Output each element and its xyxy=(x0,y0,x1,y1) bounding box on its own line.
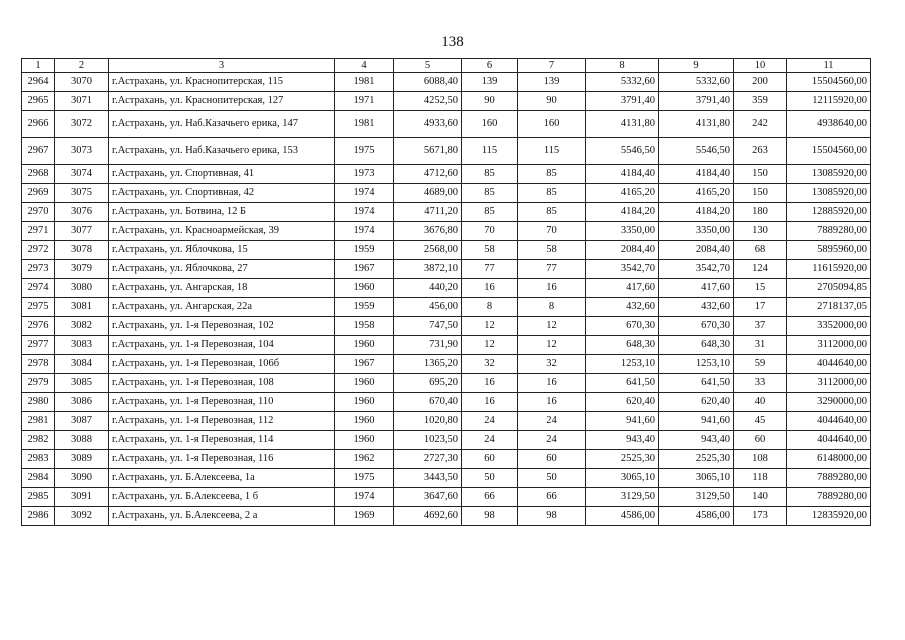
table-cell: 3350,00 xyxy=(659,222,734,241)
table-cell: 4044640,00 xyxy=(787,355,871,374)
table-cell: 2084,40 xyxy=(586,241,659,260)
table-cell: г.Астрахань, ул. 1-я Перевозная, 104 xyxy=(109,336,335,355)
table-row xyxy=(22,317,871,336)
table-cell: 3083 xyxy=(55,336,109,355)
table-cell: 263 xyxy=(734,138,787,165)
table-cell: 2979 xyxy=(22,374,55,393)
table-cell: 670,30 xyxy=(659,317,734,336)
table-cell: 5546,50 xyxy=(659,138,734,165)
table-cell: г.Астрахань, ул. Краснопитерская, 115 xyxy=(109,73,335,92)
table-cell: 1253,10 xyxy=(659,355,734,374)
table-cell: 3352000,00 xyxy=(787,317,871,336)
table-cell: 731,90 xyxy=(394,336,462,355)
table-cell: 3089 xyxy=(55,450,109,469)
table-cell: 4184,40 xyxy=(586,165,659,184)
table-cell: 2971 xyxy=(22,222,55,241)
table-row xyxy=(22,393,871,412)
table-cell: 1973 xyxy=(335,165,394,184)
table-row xyxy=(22,374,871,393)
register-table xyxy=(21,58,871,526)
table-cell: 2968 xyxy=(22,165,55,184)
table-cell: 3073 xyxy=(55,138,109,165)
table-cell: 3872,10 xyxy=(394,260,462,279)
table-cell: 85 xyxy=(462,165,518,184)
table-cell: 85 xyxy=(462,203,518,222)
table-cell: 15504560,00 xyxy=(787,73,871,92)
table-cell: 16 xyxy=(462,279,518,298)
table-cell: г.Астрахань, ул. 1-я Перевозная, 112 xyxy=(109,412,335,431)
table-cell: 24 xyxy=(462,412,518,431)
table-cell: 2718137,05 xyxy=(787,298,871,317)
table-cell: г.Астрахань, ул. 1-я Перевозная, 106б xyxy=(109,355,335,374)
table-cell: 943,40 xyxy=(586,431,659,450)
table-cell: 1365,20 xyxy=(394,355,462,374)
table-cell: 3112000,00 xyxy=(787,336,871,355)
table-row xyxy=(22,450,871,469)
table-cell: 1959 xyxy=(335,298,394,317)
table-cell: 4044640,00 xyxy=(787,412,871,431)
table-cell: 4131,80 xyxy=(586,111,659,138)
table-cell: 24 xyxy=(518,431,586,450)
table-cell: г.Астрахань, ул. Б.Алексеева, 2 а xyxy=(109,507,335,526)
table-cell: 3676,80 xyxy=(394,222,462,241)
table-cell: г.Астрахань, ул. Яблочкова, 15 xyxy=(109,241,335,260)
table-cell: 695,20 xyxy=(394,374,462,393)
table-cell: 173 xyxy=(734,507,787,526)
column-header: 8 xyxy=(586,59,659,73)
table-row xyxy=(22,92,871,111)
table-cell: 4586,00 xyxy=(586,507,659,526)
table-cell: 7889280,00 xyxy=(787,488,871,507)
table-cell: 1253,10 xyxy=(586,355,659,374)
table-cell: 3112000,00 xyxy=(787,374,871,393)
table-cell: 432,60 xyxy=(659,298,734,317)
table-cell: 5671,80 xyxy=(394,138,462,165)
table-cell: 2967 xyxy=(22,138,55,165)
table-cell: 60 xyxy=(462,450,518,469)
table-cell: г.Астрахань, ул. Б.Алексеева, 1а xyxy=(109,469,335,488)
column-header: 4 xyxy=(335,59,394,73)
table-cell: 4692,60 xyxy=(394,507,462,526)
table-cell: 4712,60 xyxy=(394,165,462,184)
table-cell: 85 xyxy=(518,184,586,203)
table-cell: 2705094,85 xyxy=(787,279,871,298)
table-cell: 85 xyxy=(518,203,586,222)
table-row xyxy=(22,279,871,298)
table-cell: 3091 xyxy=(55,488,109,507)
table-cell: 3290000,00 xyxy=(787,393,871,412)
table-cell: 2970 xyxy=(22,203,55,222)
table-cell: 180 xyxy=(734,203,787,222)
table-cell: 1959 xyxy=(335,241,394,260)
table-cell: 37 xyxy=(734,317,787,336)
table-cell: 242 xyxy=(734,111,787,138)
table-row xyxy=(22,488,871,507)
table-cell: г.Астрахань, ул. Спортивная, 42 xyxy=(109,184,335,203)
table-cell: 118 xyxy=(734,469,787,488)
table-cell: 45 xyxy=(734,412,787,431)
table-cell: 60 xyxy=(734,431,787,450)
table-cell: 3071 xyxy=(55,92,109,111)
table-row xyxy=(22,412,871,431)
table-cell: 15504560,00 xyxy=(787,138,871,165)
table-cell: 3065,10 xyxy=(659,469,734,488)
table-cell: 150 xyxy=(734,184,787,203)
table-cell: 3074 xyxy=(55,165,109,184)
table-cell: 3077 xyxy=(55,222,109,241)
table-cell: 2965 xyxy=(22,92,55,111)
table-cell: г.Астрахань, ул. 1-я Перевозная, 110 xyxy=(109,393,335,412)
table-cell: г.Астрахань, ул. Ботвина, 12 Б xyxy=(109,203,335,222)
table-cell: 432,60 xyxy=(586,298,659,317)
table-cell: 160 xyxy=(462,111,518,138)
table-cell: 3087 xyxy=(55,412,109,431)
table-cell: 1023,50 xyxy=(394,431,462,450)
table-cell: г.Астрахань, ул. 1-я Перевозная, 108 xyxy=(109,374,335,393)
table-cell: 440,20 xyxy=(394,279,462,298)
table-cell: 1960 xyxy=(335,431,394,450)
table-cell: 1960 xyxy=(335,336,394,355)
table-cell: 12885920,00 xyxy=(787,203,871,222)
table-cell: 58 xyxy=(518,241,586,260)
table-cell: 3791,40 xyxy=(586,92,659,111)
table-cell: 3079 xyxy=(55,260,109,279)
table-cell: 60 xyxy=(518,450,586,469)
table-cell: 2977 xyxy=(22,336,55,355)
column-header: 2 xyxy=(55,59,109,73)
table-cell: 1958 xyxy=(335,317,394,336)
table-row xyxy=(22,138,871,165)
table-cell: 1981 xyxy=(335,111,394,138)
table-cell: г.Астрахань, ул. Красноармейская, 39 xyxy=(109,222,335,241)
table-cell: 2973 xyxy=(22,260,55,279)
table-cell: 6148000,00 xyxy=(787,450,871,469)
column-header: 1 xyxy=(22,59,55,73)
table-cell: 90 xyxy=(462,92,518,111)
table-cell: 417,60 xyxy=(659,279,734,298)
table-cell: 747,50 xyxy=(394,317,462,336)
table-cell: 24 xyxy=(518,412,586,431)
table-cell: 943,40 xyxy=(659,431,734,450)
table-cell: 12835920,00 xyxy=(787,507,871,526)
table-cell: 24 xyxy=(462,431,518,450)
table-cell: 1974 xyxy=(335,203,394,222)
table-cell: 140 xyxy=(734,488,787,507)
table-cell: 3076 xyxy=(55,203,109,222)
table-cell: 12 xyxy=(462,317,518,336)
table-cell: 2974 xyxy=(22,279,55,298)
table-cell: г.Астрахань, ул. Спортивная, 41 xyxy=(109,165,335,184)
table-cell: 2981 xyxy=(22,412,55,431)
table-cell: 620,40 xyxy=(659,393,734,412)
table-cell: 1981 xyxy=(335,73,394,92)
table-row xyxy=(22,165,871,184)
table-cell: 3082 xyxy=(55,317,109,336)
table-cell: 2727,30 xyxy=(394,450,462,469)
table-cell: 139 xyxy=(462,73,518,92)
table-cell: 12 xyxy=(518,336,586,355)
table-cell: 11615920,00 xyxy=(787,260,871,279)
table-cell: 5332,60 xyxy=(586,73,659,92)
table-row xyxy=(22,507,871,526)
table-row xyxy=(22,431,871,450)
table-row xyxy=(22,222,871,241)
table-cell: 648,30 xyxy=(586,336,659,355)
table-cell: 2084,40 xyxy=(659,241,734,260)
table-cell: 359 xyxy=(734,92,787,111)
table-cell: г.Астрахань, ул. 1-я Перевозная, 102 xyxy=(109,317,335,336)
header-row xyxy=(22,59,871,73)
column-header: 10 xyxy=(734,59,787,73)
table-cell: 4165,20 xyxy=(586,184,659,203)
table-cell: 2964 xyxy=(22,73,55,92)
table-cell: 8 xyxy=(462,298,518,317)
table-cell: г.Астрахань, ул. Наб.Казачьего ерика, 153 xyxy=(109,138,335,165)
table-row xyxy=(22,241,871,260)
table-cell: 59 xyxy=(734,355,787,374)
table-cell: 2525,30 xyxy=(659,450,734,469)
table-cell: 3088 xyxy=(55,431,109,450)
table-cell: 16 xyxy=(518,279,586,298)
table-cell: 1974 xyxy=(335,488,394,507)
table-row xyxy=(22,336,871,355)
column-header: 5 xyxy=(394,59,462,73)
table-cell: г.Астрахань, ул. Ангарская, 22а xyxy=(109,298,335,317)
table-cell: 2975 xyxy=(22,298,55,317)
table-cell: 16 xyxy=(462,374,518,393)
table-cell: 670,40 xyxy=(394,393,462,412)
table-cell: 77 xyxy=(462,260,518,279)
table-cell: 4933,60 xyxy=(394,111,462,138)
table-cell: 4131,80 xyxy=(659,111,734,138)
table-cell: 66 xyxy=(518,488,586,507)
table-cell: 50 xyxy=(462,469,518,488)
table-cell: 2984 xyxy=(22,469,55,488)
table-cell: 4184,40 xyxy=(659,165,734,184)
table-cell: 1974 xyxy=(335,184,394,203)
table-cell: 1974 xyxy=(335,222,394,241)
table-cell: 124 xyxy=(734,260,787,279)
table-cell: 98 xyxy=(462,507,518,526)
table-cell: 1960 xyxy=(335,374,394,393)
table-cell: 32 xyxy=(518,355,586,374)
table-cell: 4165,20 xyxy=(659,184,734,203)
table-cell: 2978 xyxy=(22,355,55,374)
table-cell: 3080 xyxy=(55,279,109,298)
table-cell: г.Астрахань, ул. Ангарская, 18 xyxy=(109,279,335,298)
table-cell: 941,60 xyxy=(659,412,734,431)
table-cell: 3647,60 xyxy=(394,488,462,507)
table-cell: 3070 xyxy=(55,73,109,92)
table-cell: 1967 xyxy=(335,355,394,374)
table-cell: 98 xyxy=(518,507,586,526)
table-cell: 2969 xyxy=(22,184,55,203)
table-cell: 3065,10 xyxy=(586,469,659,488)
table-cell: 4044640,00 xyxy=(787,431,871,450)
table-cell: 3350,00 xyxy=(586,222,659,241)
table-cell: 2980 xyxy=(22,393,55,412)
column-header: 11 xyxy=(787,59,871,73)
table-cell: 68 xyxy=(734,241,787,260)
table-cell: 3092 xyxy=(55,507,109,526)
table-cell: 2985 xyxy=(22,488,55,507)
table-cell: 2976 xyxy=(22,317,55,336)
table-cell: 2982 xyxy=(22,431,55,450)
table-cell: 150 xyxy=(734,165,787,184)
table-cell: 641,50 xyxy=(659,374,734,393)
table-cell: 1975 xyxy=(335,469,394,488)
table-cell: 40 xyxy=(734,393,787,412)
table-cell: 1971 xyxy=(335,92,394,111)
table-cell: 5546,50 xyxy=(586,138,659,165)
table-cell: 139 xyxy=(518,73,586,92)
table-cell: 70 xyxy=(518,222,586,241)
table-cell: 6088,40 xyxy=(394,73,462,92)
table-cell: 1020,80 xyxy=(394,412,462,431)
table-cell: 3129,50 xyxy=(586,488,659,507)
table-row xyxy=(22,260,871,279)
table-cell: 4586,00 xyxy=(659,507,734,526)
table-cell: 200 xyxy=(734,73,787,92)
table-cell: 90 xyxy=(518,92,586,111)
table-cell: 85 xyxy=(518,165,586,184)
table-cell: 3075 xyxy=(55,184,109,203)
table-cell: 33 xyxy=(734,374,787,393)
table-cell: 16 xyxy=(518,393,586,412)
table-cell: 3078 xyxy=(55,241,109,260)
table-cell: 3542,70 xyxy=(659,260,734,279)
table-cell: 4689,00 xyxy=(394,184,462,203)
table-cell: 160 xyxy=(518,111,586,138)
table-cell: 3090 xyxy=(55,469,109,488)
table-cell: 7889280,00 xyxy=(787,222,871,241)
table-cell: 4184,20 xyxy=(659,203,734,222)
column-header: 7 xyxy=(518,59,586,73)
table-cell: 130 xyxy=(734,222,787,241)
table-cell: 4252,50 xyxy=(394,92,462,111)
table-row xyxy=(22,111,871,138)
table-cell: 648,30 xyxy=(659,336,734,355)
table-cell: 5895960,00 xyxy=(787,241,871,260)
table-cell: 2568,00 xyxy=(394,241,462,260)
table-cell: г.Астрахань, ул. Краснопитерская, 127 xyxy=(109,92,335,111)
table-cell: 2986 xyxy=(22,507,55,526)
table-cell: 16 xyxy=(518,374,586,393)
table-row xyxy=(22,469,871,488)
table-cell: 941,60 xyxy=(586,412,659,431)
table-row xyxy=(22,355,871,374)
table-cell: 670,30 xyxy=(586,317,659,336)
table-cell: 3791,40 xyxy=(659,92,734,111)
table-cell: 2966 xyxy=(22,111,55,138)
table-cell: 66 xyxy=(462,488,518,507)
table-cell: 620,40 xyxy=(586,393,659,412)
table-cell: 3072 xyxy=(55,111,109,138)
table-row xyxy=(22,298,871,317)
table-cell: 3129,50 xyxy=(659,488,734,507)
table-cell: 3084 xyxy=(55,355,109,374)
table-cell: 17 xyxy=(734,298,787,317)
column-header: 6 xyxy=(462,59,518,73)
table-cell: 12 xyxy=(518,317,586,336)
column-header: 3 xyxy=(109,59,335,73)
table-cell: г.Астрахань, ул. Б.Алексеева, 1 б xyxy=(109,488,335,507)
table-cell: 58 xyxy=(462,241,518,260)
table-cell: 456,00 xyxy=(394,298,462,317)
table-cell: 7889280,00 xyxy=(787,469,871,488)
table-cell: 3542,70 xyxy=(586,260,659,279)
table-cell: 5332,60 xyxy=(659,73,734,92)
table-cell: 115 xyxy=(462,138,518,165)
table-cell: г.Астрахань, ул. Наб.Казачьего ерика, 147 xyxy=(109,111,335,138)
table-cell: 15 xyxy=(734,279,787,298)
table-cell: 417,60 xyxy=(586,279,659,298)
table-cell: 2525,30 xyxy=(586,450,659,469)
table-cell: г.Астрахань, ул. 1-я Перевозная, 114 xyxy=(109,431,335,450)
table-row xyxy=(22,203,871,222)
table-cell: 4711,20 xyxy=(394,203,462,222)
table-cell: 115 xyxy=(518,138,586,165)
table-cell: 4938640,00 xyxy=(787,111,871,138)
table-cell: 2983 xyxy=(22,450,55,469)
table-cell: 3085 xyxy=(55,374,109,393)
table-cell: 12 xyxy=(462,336,518,355)
table-cell: 12115920,00 xyxy=(787,92,871,111)
table-cell: 77 xyxy=(518,260,586,279)
table-cell: 4184,20 xyxy=(586,203,659,222)
table-cell: 1960 xyxy=(335,393,394,412)
table-cell: 641,50 xyxy=(586,374,659,393)
table-cell: 1962 xyxy=(335,450,394,469)
table-cell: 3086 xyxy=(55,393,109,412)
column-header: 9 xyxy=(659,59,734,73)
table-cell: 1960 xyxy=(335,279,394,298)
table-cell: 13085920,00 xyxy=(787,184,871,203)
table-row xyxy=(22,184,871,203)
table-cell: 1960 xyxy=(335,412,394,431)
table-cell: 8 xyxy=(518,298,586,317)
table-cell: 70 xyxy=(462,222,518,241)
table-row xyxy=(22,73,871,92)
table-cell: 16 xyxy=(462,393,518,412)
table-cell: 13085920,00 xyxy=(787,165,871,184)
table-cell: г.Астрахань, ул. 1-я Перевозная, 116 xyxy=(109,450,335,469)
table-cell: 85 xyxy=(462,184,518,203)
table-cell: 108 xyxy=(734,450,787,469)
table-cell: 3443,50 xyxy=(394,469,462,488)
table-cell: 1975 xyxy=(335,138,394,165)
table-cell: 50 xyxy=(518,469,586,488)
table-cell: 31 xyxy=(734,336,787,355)
table-cell: 2972 xyxy=(22,241,55,260)
table-cell: 32 xyxy=(462,355,518,374)
table-cell: 1967 xyxy=(335,260,394,279)
table-cell: г.Астрахань, ул. Яблочкова, 27 xyxy=(109,260,335,279)
table-cell: 3081 xyxy=(55,298,109,317)
page-number: 138 xyxy=(441,34,464,50)
table-cell: 1969 xyxy=(335,507,394,526)
